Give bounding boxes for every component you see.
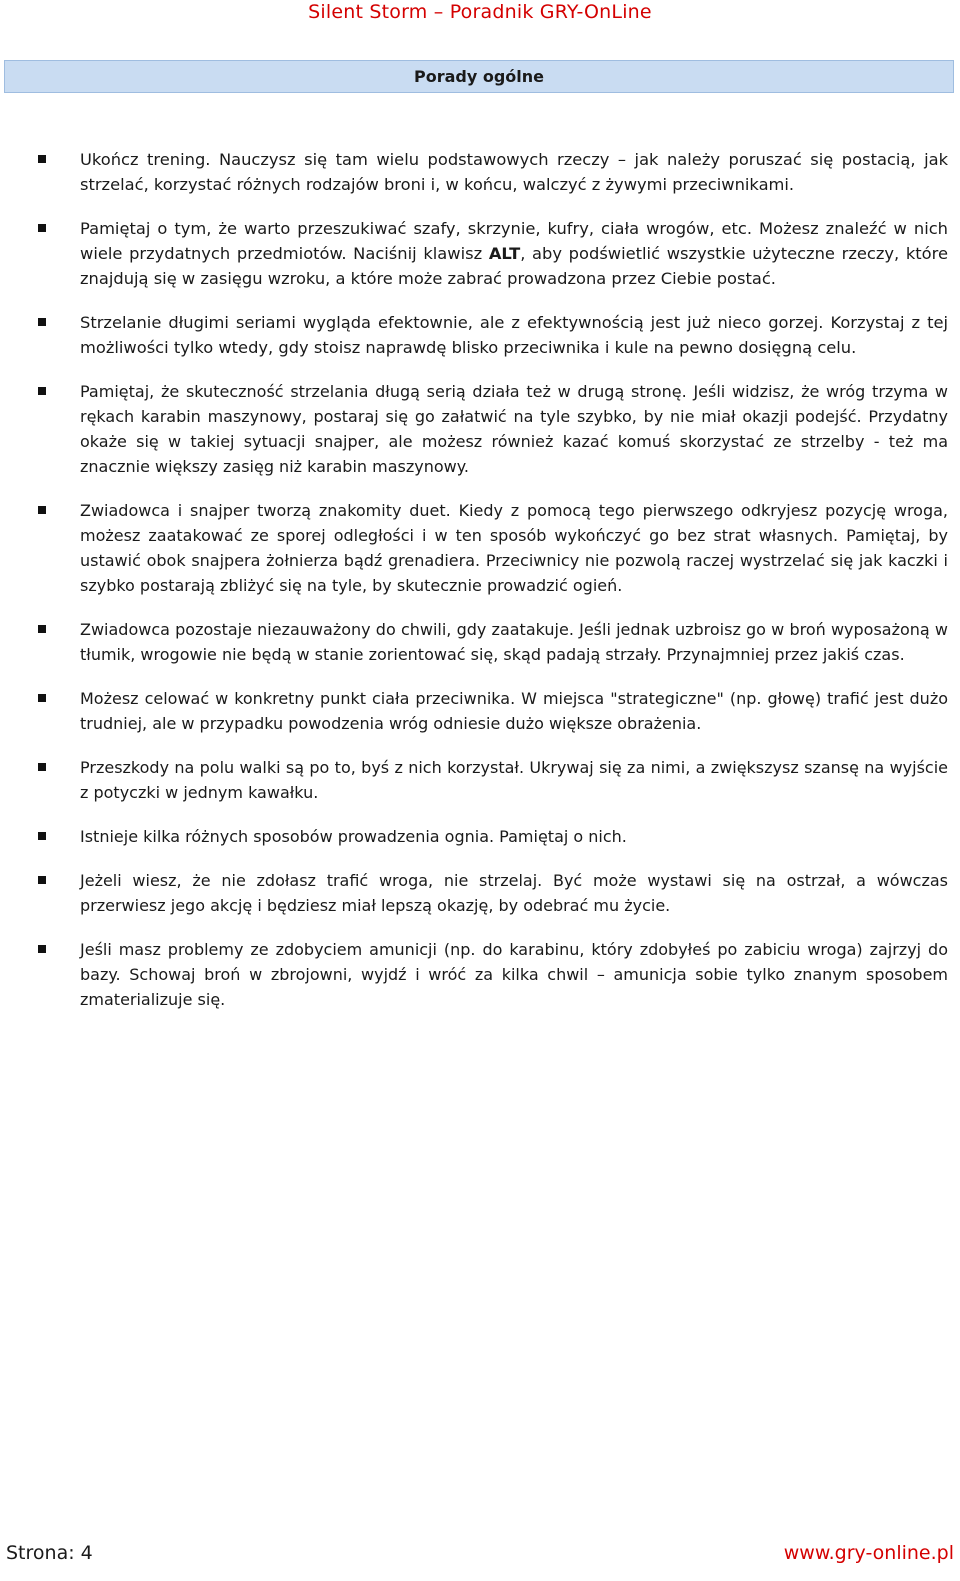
page-number: Strona: 4 <box>6 1542 93 1564</box>
tip-text-7: Możesz celować w konkretny punkt ciała przeciwnika. W miejsca "strategiczne" (np. głowę) trafić jest dużo trudniej, ale w przypadku powodzenia wróg odniesie dużo większe obrażenia. <box>80 689 948 733</box>
tip-text-4: Pamiętaj, że skuteczność strzelania długą serią działa też w drugą stronę. Jeśli widzisz, że wróg trzyma w rękach karabin maszynowy, postaraj się go załatwić na tyle szybko, by nie miał okazji podejść. Przydatny okaże się w takiej sytuacji snajper, ale możesz również kazać komuś skorzystać ze strzelby - też ma znacznie większy zasięg niż karabin maszynowy. <box>80 382 948 476</box>
tip-item-3 <box>0 310 960 360</box>
tips-list <box>0 147 960 1031</box>
tip-text-9: Istnieje kilka różnych sposobów prowadzenia ognia. Pamiętaj o nich. <box>80 827 627 846</box>
tip-text-10: Jeżeli wiesz, że nie zdołasz trafić wroga, nie strzelaj. Być może wystawi się na ostrzał, a wówczas przerwiesz jego akcję i będziesz miał lepszą okazję, by odebrać mu życie. <box>80 871 948 915</box>
tip-item-2 <box>0 216 960 291</box>
tip-text-11: Jeśli masz problemy ze zdobyciem amunicji (np. do karabinu, który zdobyłeś po zabiciu wroga) zajrzyj do bazy. Schowaj broń w zbrojowni, wyjdź i wróć za kilka chwil – amunicja sobie tylko znanym sposobem zmaterializuje się. <box>80 940 948 1009</box>
section-title-bar: Porady ogólne <box>4 60 954 93</box>
tip-item-5 <box>0 498 960 598</box>
tip-text-2b: , aby podświetlić wszystkie użyteczne rzeczy, które znajdują się w zasięgu wzroku, a które może zabrać prowadzona przez Ciebie postać. <box>80 244 948 288</box>
site-link[interactable]: www.gry-online.pl <box>783 1542 954 1564</box>
tip-key-alt: ALT <box>488 244 521 263</box>
tip-text-6: Zwiadowca pozostaje niezauważony do chwili, gdy zaatakuje. Jeśli jednak uzbroisz go w broń wyposażoną w tłumik, wrogowie nie będą w stanie zorientować się, skąd padają strzały. Przynajmniej przez jakiś czas. <box>80 620 948 664</box>
tip-item-8 <box>0 755 960 805</box>
tip-item-11 <box>0 937 960 1012</box>
tip-item-7 <box>0 686 960 736</box>
tip-item-10 <box>0 868 960 918</box>
tip-item-6 <box>0 617 960 667</box>
tip-text-2a: Pamiętaj o tym, że warto przeszukiwać szafy, skrzynie, kufry, ciała wrogów, etc. Możesz znaleźć w nich wiele przydatnych przedmiotów. Naciśnij klawisz <box>80 219 948 263</box>
tip-item-4 <box>0 379 960 479</box>
tip-text-3: Strzelanie długimi seriami wygląda efektownie, ale z efektywnością jest już nieco gorzej. Korzystaj z tej możliwości tylko wtedy, gdy stoisz naprawdę blisko przeciwnika i kule na pewno dosięgną celu. <box>80 313 948 357</box>
tip-item-9 <box>0 824 960 849</box>
tip-text-8: Przeszkody na polu walki są po to, byś z nich korzystał. Ukrywaj się za nimi, a zwiększysz szansę na wyjście z potyczki w jednym kawałku. <box>80 758 948 802</box>
document-header-title: Silent Storm – Poradnik GRY-OnLine <box>308 1 652 23</box>
tip-text-5: Zwiadowca i snajper tworzą znakomity duet. Kiedy z pomocą tego pierwszego odkryjesz pozycję wroga, możesz zaatakować ze sporej odległości i w ten sposób wykończyć go bez strat własnych. Pamiętaj, by ustawić obok snajpera żołnierza bądź grenadiera. Przeciwnicy nie pozwolą raczej wystrzelać się jak kaczki i szybko postarają zbliżyć się na tyle, by skutecznie prowadzić ogień. <box>80 501 948 595</box>
tip-text-1: Ukończ trening. Nauczysz się tam wielu podstawowych rzeczy – jak należy poruszać się postacią, jak strzelać, korzystać różnych rodzajów broni i, w końcu, walczyć z żywymi przeciwnikami. <box>80 150 948 194</box>
tip-item-1 <box>0 147 960 197</box>
